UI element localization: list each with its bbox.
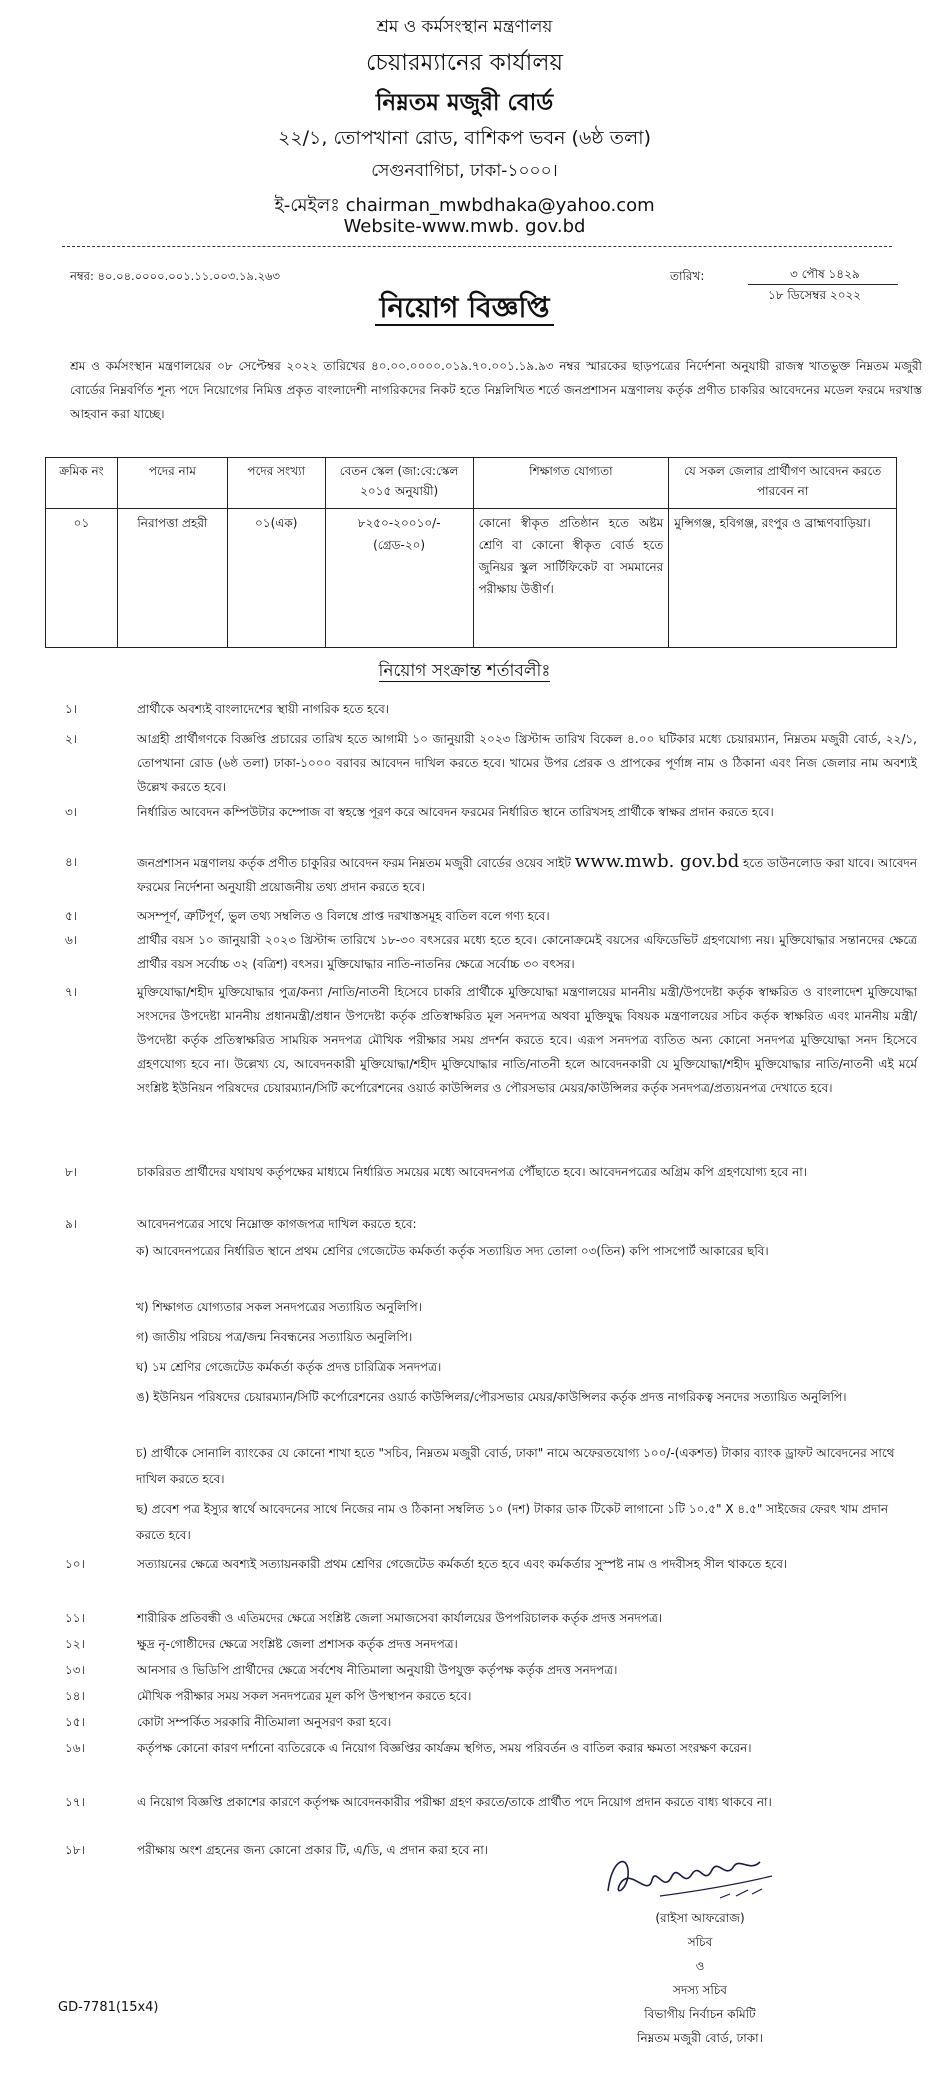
signatory-committee: বিভাগীয় নির্বাচন কমিটি — [644, 2007, 756, 2021]
clause-number: ৯। — [65, 1217, 78, 1231]
clause-text: কর্তৃপক্ষ কোনো কারণ দর্শানো ব্যতিরেকে এ নিয়োগ বিজ্ঞপ্তির কার্যক্রম স্থগিত, সময় পরিবর্তন ও বাতিল করার ক্ষমতা সংরক্ষণ করেন। — [137, 1741, 752, 1755]
address-line: ২২/১, তোপখানা রোড, বাশিকপ ভবন (৬ষ্ঠ তলা) — [277, 127, 652, 149]
date-bangla: ৩ পৌষ ১৪২৯ — [790, 267, 860, 281]
footer-code: GD-7781(15x4) — [58, 2000, 159, 2015]
signature-scribble-icon — [600, 1836, 780, 1916]
cell-districts: মুন্সিগঞ্জ, হবিগঞ্জ, রংপুর ও ব্রাহ্মণবাড়িয়া। — [669, 509, 897, 648]
email-line: ই-মেইলঃ chairman_mwbdhaka@yahoo.com — [274, 195, 655, 216]
signatory-name: (রাইসা আফরোজ) — [655, 1911, 745, 1925]
clause-text: এ নিয়োগ বিজ্ঞপ্তি প্রকাশের কারণে কর্তৃপক্ষ আবেদনকারীর পরীক্ষা গ্রহণ করতে/তাকে প্রার্থীত পদে নিয়োগ প্রদান করতে বাধ্য থাকবে না। — [137, 1795, 772, 1809]
attachment-item: ক) আবেদনপত্রের নির্ধারিত স্থানে প্রথম শ্রেণির গেজেটেড কর্মকর্তা কর্তৃক সত্যায়িত সদ্য তোলা ০৩(তিন) কপি পাসপোর্ট আকারের ছবি। — [136, 1244, 769, 1258]
cell-scale: ৮২৫০-২০০১০/- (গ্রেড-২০) — [325, 509, 473, 648]
clause-number: ১৪। — [65, 1689, 85, 1703]
clause-number: ১১। — [65, 1611, 85, 1625]
header-serial: ক্রমিক নং — [46, 458, 118, 509]
clause-number: ১৮। — [65, 1843, 85, 1857]
signatory-and: ও — [695, 1959, 705, 1973]
clause-number: ৭। — [65, 985, 78, 999]
memo-number: নম্বর: ৪০.০৪.০০০০.০০১.১১.০০৩.১৯.২৬৩ — [70, 269, 281, 283]
cell-post: নিরাপত্তা প্রহরী — [117, 509, 227, 648]
clause-number: ৫। — [65, 909, 78, 923]
clause-text-before: জনপ্রশাসন মন্ত্রণালয় কর্তৃক প্রণীত চাকুরির আবেদন ফরম নিম্নতম মজুরী বোর্ডের ওয়েব সাইট — [137, 856, 575, 870]
notice-title-text: নিয়োগ বিজ্ঞপ্তি — [375, 291, 553, 326]
date-divider — [748, 284, 898, 285]
cell-qualification: কোনো স্বীকৃত প্রতিষ্ঠান হতে অষ্টম শ্রেণি বা কোনো স্বীকৃত বোর্ড হতে জুনিয়র স্কুল সার্টিফিকেট বা সমমানের পরীক্ষায় উত্তীর্ণ। — [473, 509, 669, 648]
clause-text — [137, 850, 917, 899]
clause-text: চাকরিরত প্রার্থীদের যথাযথ কর্তৃপক্ষের মাধ্যমে নির্ধারিত সময়ের মধ্যে আবেদনপত্র পৌঁছাতে হবে। আবেদনপত্রের অগ্রিম কপি গ্রহণযোগ্য হবে না। — [137, 1165, 808, 1179]
clause-text: নির্ধারিত আবেদন কম্পিউটার কম্পোজ বা স্বহস্তে পূরণ করে আবেদন ফরমের নির্ধারিত স্থানে তারিখসহ প্রার্থীকে স্বাক্ষর প্রদান করতে হবে। — [137, 805, 774, 819]
city-line: সেগুনবাগিচা, ঢাকা-১০০০। — [371, 161, 558, 181]
clause-number: ৬। — [65, 933, 78, 947]
header-divider — [62, 246, 892, 247]
clause-text: সত্যায়নের ক্ষেত্রে অবশ্যই সত্যায়নকারী প্রথম শ্রেণির গেজেটেড কর্মকর্তা হতে হবে এবং কর্মকর্তার সুস্পষ্ট নাম ও পদবীসহ সীল থাকতে হবে। — [137, 1557, 788, 1571]
table-header-row — [46, 458, 897, 509]
clause-text: অসম্পূর্ণ, ত্রুটিপূর্ণ, ভুল তথ্য সম্বলিত ও বিলম্বে প্রাপ্ত দরখাস্তসমূহ বাতিল বলে গণ্য হবে। — [137, 909, 550, 923]
clause-text: আগ্রহী প্রার্থীগণকে বিজ্ঞপ্তি প্রচারের তারিখ হতে আগামী ১০ জানুয়ারী ২০২৩ খ্রিস্টাব্দ তারিখ বিকেল ৪.০০ ঘটিকার মধ্যে চেয়ারম্যান, নিম্নতম মজুরী বোর্ড, ২২/১, তোপখানা রোড (৬ষ্ঠ তলা) ঢাকা-১০০০ বরাবর আবেদন দাখিল করতে হবে। খামের উপর প্রেরক ও প্রাপকের পূর্ণাঙ্গ নাম ও ঠিকানা এবং নিজ জেলার নাম অবশ্যই উল্লেখ করতে হবে। — [137, 732, 917, 794]
date-label: তারিখ: — [670, 269, 705, 283]
clause-text: প্রার্থীকে অবশ্যই বাংলাদেশের স্থায়ী নাগরিক হতে হবে। — [137, 702, 390, 716]
date-english: ১৮ ডিসেম্বর ২০২২ — [768, 288, 862, 302]
attachment-item: ঘ) ১ম শ্রেণির গেজেটেড কর্মকর্তা কর্তৃক প্রদত্ত চারিত্রিক সনদপত্র। — [136, 1360, 442, 1374]
ministry-name: শ্রম ও কর্মসংস্থান মন্ত্রণালয় — [376, 17, 553, 37]
header-districts: যে সকল জেলার প্রার্থীগণ আবেদন করতে পারবেন না — [669, 458, 897, 509]
clause-number: ১৩। — [65, 1663, 85, 1677]
clause-text: মুক্তিযোদ্ধা/শহীদ মুক্তিযোদ্ধার পুত্র/কন্যা /নাতি/নাতনী হিসেবে চাকরি প্রার্থীকে মুক্তিযোদ্ধা মন্ত্রণালয়ের মাননীয় মন্ত্রী/উপদেষ্টা কর্তৃক স্বাক্ষরিত ও বাংলাদেশ মুক্তিযোদ্ধা সংসদের উপদেষ্টা মাননীয় প্রধানমন্ত্রী/প্রধান উপদেষ্টা কর্তৃক প্রতিস্বাক্ষরিত মূল সনদপত্র অথবা মুক্তিযুদ্ধ বিষয়ক মন্ত্রণালয়ের সচিব কর্তৃক স্বাক্ষরিত এবং মাননীয় মন্ত্রী/ উপদেষ্টা কর্তৃক প্রতিস্বাক্ষরিত সাময়িক সনদপত্র মৌখিক পরীক্ষার সময় প্রদর্শন করতে হবে। এরূপ সনদপত্র ব্যতিত অন্য কোনো সনদপত্র মুক্তিযোদ্ধা সনদ হিসেবে গ্রহণযোগ্য হবে না। উল্লেখ্য যে, আবেদনকারী মুক্তিযোদ্ধা/শহীদ মুক্তিযোদ্ধার নাতি/নাতনী হলে আবেদনকারী যে মুক্তিযোদ্ধা/শহীদ মুক্তিযোদ্ধার নাতি/নাতনী এই মর্মে সংশ্লিষ্ট ইউনিয়ন পরিষদের চেয়ারম্যান/সিটি কর্পোরেশনের ওয়ার্ড কাউন্সিলর ও পৌরসভার মেয়র/কাউন্সিলর কর্তৃক সনদপত্র/প্রত্যয়নপত্র দেখাতে হবে। — [137, 985, 917, 1095]
website-link[interactable]: www.mwb. gov.bd — [574, 851, 740, 872]
clause-text: আবেদনপত্রের সাথে নিম্নোক্ত কাগজপত্র দাখিল করতে হবে: — [137, 1217, 417, 1231]
clause-number: ১৫। — [65, 1715, 85, 1729]
clause-number: ১২। — [65, 1637, 85, 1651]
clause-number: ১৭। — [65, 1795, 85, 1809]
vacancy-table — [45, 457, 897, 648]
attachment-item: ঙ) ইউনিয়ন পরিষদের চেয়ারম্যান/সিটি কর্পোরেশনের ওয়ার্ড কাউন্সিলর/পৌরসভার মেয়র/কাউন্সিলর কর্তৃক প্রদত্ত নাগরিকত্ব সনদের সত্যায়িত অনুলিপি। — [136, 1390, 847, 1404]
clause-number: ১৬। — [65, 1741, 85, 1755]
clause-number: ২। — [65, 732, 78, 746]
attachment-item: খ) শিক্ষাগত যোগ্যতার সকল সনদপত্রের সত্যায়িত অনুলিপি। — [136, 1300, 422, 1314]
clause-text: মৌখিক পরীক্ষার সময় সকল সনদপত্রের মূল কপি উপস্থাপন করতে হবে। — [137, 1689, 472, 1703]
signatory-office: নিম্নতম মজুরী বোর্ড, ঢাকা। — [637, 2031, 763, 2045]
clause-number: ৩। — [65, 805, 78, 819]
conditions-title-text: নিয়োগ সংক্রান্ত শর্তাবলীঃ — [378, 661, 551, 681]
clause-number: ৮। — [65, 1165, 78, 1179]
notice-title — [0, 286, 929, 333]
header-scale: বেতন স্কেল (জা:বে:স্কেল ২০১৫ অনুযায়ী) — [325, 458, 473, 509]
board-name: নিম্নতম মজুরী বোর্ড — [375, 90, 554, 116]
clause-text: ক্ষুদ্র নৃ-গোষ্ঠীদের ক্ষেত্রে সংশ্লিষ্ট জেলা প্রশাসক কর্তৃক প্রদত্ত সনদপত্র। — [137, 1637, 458, 1651]
cell-count: ০১(এক) — [227, 509, 325, 648]
clause-number: ১০। — [65, 1557, 85, 1571]
attachment-item: গ) জাতীয় পরিচয় পত্র/জন্ম নিবন্ধনের সত্যায়িত অনুলিপি। — [136, 1330, 413, 1344]
website-line: Website-www.mwb. gov.bd — [343, 216, 586, 237]
signatory-designation: সচিব — [687, 1935, 713, 1949]
office-name: চেয়ারম্যানের কার্যালয় — [365, 50, 564, 76]
table-row — [46, 509, 897, 648]
attachment-item: ছ) প্রবেশ পত্র ইস্যুর স্বার্থে আবেদনের সাথে নিজের নাম ও ঠিকানা সম্বলিত ১০ (দশ) টাকার ডাক টিকেট লাগানো ১টি ১০.৫" X ৪.৫" সাইজের ফেরৎ খাম প্রদান করতে হবে। — [136, 1502, 888, 1542]
header-qualification: শিক্ষাগত যোগ্যতা — [473, 458, 669, 509]
clause-number: ১। — [65, 702, 78, 716]
cell-serial: ০১ — [46, 509, 118, 648]
header-post: পদের নাম — [117, 458, 227, 509]
clause-text: আনসার ও ভিডিপি প্রার্থীদের ক্ষেত্রে সর্বশেষ নীতিমালা অনুযায়ী উপযুক্ত কর্তৃপক্ষ কর্তৃক প্রদত্ত সনদপত্র। — [137, 1663, 618, 1677]
clause-text-after: হতে ডাউনলোড করা যাবে। আবেদন ফরমের নির্দেশনা অনুযায়ী প্রয়োজনীয় তথ্য প্রদান করতে হবে। — [137, 856, 917, 894]
clause-text: কোটা সম্পর্কিত সরকারি নীতিমালা অনুসরণ করা হবে। — [137, 1715, 392, 1729]
clause-text: পরীক্ষায় অংশ গ্রহনের জন্য কোনো প্রকার টি, এ/ডি, এ প্রদান করা হবে না। — [137, 1843, 489, 1857]
clause-text: শারীরিক প্রতিবন্ধী ও এতিমদের ক্ষেত্রে সংশ্লিষ্ট জেলা সমাজসেবা কার্যালয়ের উপপরিচালক কর্তৃক প্রদত্ত সনদপত্র। — [137, 1611, 663, 1625]
signatory-role: সদস্য সচিব — [673, 1983, 727, 1997]
clause-text: প্রার্থীর বয়স ১০ জানুয়ারী ২০২৩ খ্রিস্টাব্দ তারিখে ১৮-৩০ বৎসরের মধ্যে হতে হবে। কোনোক্রমেই বয়সের এফিডেভিট গ্রহণযোগ্য নয়। মুক্তিযোদ্ধার সন্তানদের ক্ষেত্রে প্রার্থীর বয়স সর্বোচ্চ ৩২ (বত্রিশ) বৎসর। মুক্তিযোদ্ধার নাতি-নাতনির ক্ষেত্রে সর্বোচ্চ ৩০ বৎসর। — [137, 933, 917, 971]
header-count: পদের সংখ্যা — [227, 458, 325, 509]
attachment-item: চ) প্রার্থীকে সোনালি ব্যাংকের যে কোনো শাখা হতে "সচিব, নিম্নতম মজুরী বোর্ড, ঢাকা" নামে অফেরতযোগ্য ১০০/-(একশত) টাকার ব্যাংক ড্রাফট আবেদনের সাথে দাখিল করতে হবে। — [136, 1446, 895, 1486]
clause-number: ৪। — [65, 855, 78, 869]
intro-paragraph: শ্রম ও কর্মসংস্থান মন্ত্রণালয়ের ০৮ সেপ্টেম্বর ২০২২ তারিখের ৪০.০০.০০০০.০১৯.৭০.০০১.১৯.৯৩ নম্বর স্মারকের ছাড়পত্রের নির্দেশনা অনুযায়ী রাজস্ব খাতভুক্ত নিম্নতম মজুরী বোর্ডের নিম্নবর্ণিত শূন্য পদে নিয়োগের নিমিত্ত প্রকৃত বাংলাদেশী নাগরিকদের নিকট হতে নিম্নলিখিত শর্তে জনপ্রশাসন মন্ত্রণালয় কর্তৃক প্রণীত চাকরির আবেদনের মডেল ফরমে দরখাস্ত আহবান করা যাচ্ছে। — [70, 359, 922, 421]
conditions-title — [0, 658, 929, 686]
